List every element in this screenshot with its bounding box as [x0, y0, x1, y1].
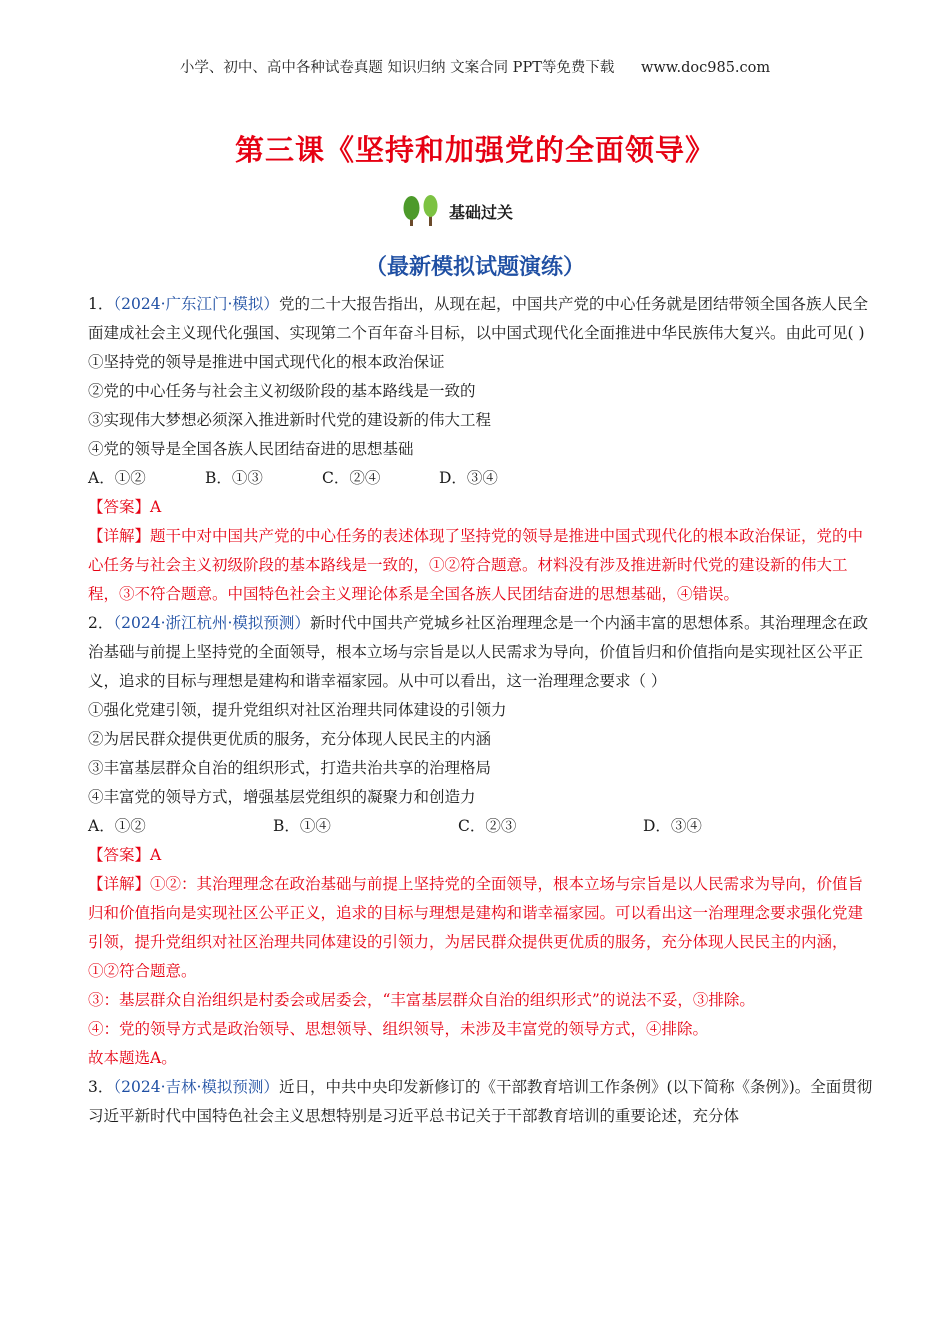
q3-stem: 3．（2024·吉林·模拟预测）近日，中共中央印发新修订的《干部教育培训工作条例》(以下简称《条例》)。全面贯彻习近平新时代中国特色社会主义思想特别是习近平总书记关于干部教育培训的重要论述，充分体 — [88, 1078, 873, 1125]
page-title: 第三课《坚持和加强党的全面领导》 — [234, 133, 715, 167]
q1-item: ③实现伟大梦想必须深入推进新时代党的建设新的伟大工程 — [88, 411, 492, 429]
q2-stem: 2．（2024·浙江杭州·模拟预测）新时代中国共产党城乡社区治理理念是一个内涵丰富的思想体系。其治理理念在政治基础与前提上坚持党的全面领导，根本立场与宗旨是以人民需求为导向，价值旨归和价值指向是实现社区公平正义，追求的目标与理想是建构和谐幸福家园。从中可以看出，这一治理理念要求（ ） — [88, 614, 868, 690]
q1-analysis: 【详解】题干中对中国共产党的中心任务的表述体现了坚持党的领导是推进中国式现代化的根本政治保证，党的中心任务与社会主义初级阶段的基本路线是一致的，①②符合题意。材料没有涉及推进新时代党的建设新的伟大工程，③不符合题意。中国特色社会主义理论体系是全国各族人民团结奋进的思想基础，④错误。 — [88, 527, 864, 603]
q1-option: A．①② — [88, 469, 146, 487]
q2-item: ③丰富基层群众自治的组织形式，打造共治共享的治理格局 — [88, 759, 492, 777]
q2-option: C．②③ — [458, 817, 517, 835]
q2-item: ②为居民群众提供更优质的服务，充分体现人民民主的内涵 — [88, 730, 492, 748]
tree-icon — [398, 194, 448, 228]
badge-label: 基础过关 — [449, 203, 514, 222]
q1-options — [88, 464, 878, 493]
q1-item: ④党的领导是全国各族人民团结奋进的思想基础 — [88, 440, 414, 458]
q1-answer: 【答案】A — [88, 498, 162, 516]
section-subtitle: （最新模拟试题演练） — [364, 254, 585, 280]
q2-answer: 【答案】A — [88, 846, 162, 864]
q1-option: B．①③ — [205, 469, 263, 487]
question-content — [88, 290, 878, 1131]
q1-item: ①坚持党的领导是推进中国式现代化的根本政治保证 — [88, 353, 445, 371]
q1-option: D．③④ — [439, 469, 498, 487]
q2-analysis: 【详解】①②：其治理理念在政治基础与前提上坚持党的全面领导，根本立场与宗旨是以人民需求为导向，价值旨归和价值指向是实现社区公平正义，追求的目标与理想是建构和谐幸福家园。可以看出这一治理理念要求强化党建引领，提升党组织对社区治理共同体建设的引领力，为居民群众提供更优质的服务，充分体现人民民主的内涵，①②符合题意。 — [88, 875, 864, 980]
q2-analysis: 故本题选A。 — [88, 1049, 177, 1067]
q2-options — [88, 812, 878, 841]
q2-option: B．①④ — [273, 817, 331, 835]
q2-item: ④丰富党的领导方式，增强基层党组织的凝聚力和创造力 — [88, 788, 476, 806]
header-site[interactable]: www.doc985.com — [640, 60, 771, 76]
q2-analysis: ③：基层群众自治组织是村委会或居委会，“丰富基层群众自治的组织形式”的说法不妥，③排除。 — [88, 991, 755, 1009]
q2-analysis: ④：党的领导方式是政治领导、思想领导、组织领导，未涉及丰富党的领导方式，④排除。 — [88, 1020, 709, 1038]
page-header — [0, 56, 950, 77]
q2-option: D．③④ — [643, 817, 702, 835]
header-text: 小学、初中、高中各种试卷真题 知识归纳 文案合同 PPT等免费下载 — [179, 60, 615, 76]
q1-item: ②党的中心任务与社会主义初级阶段的基本路线是一致的 — [88, 382, 476, 400]
section-badge — [398, 194, 533, 228]
q1-stem: 1．（2024·广东江门·模拟）党的二十大报告指出，从现在起，中国共产党的中心任务就是团结带领全国各族人民全面建成社会主义现代化强国、实现第二个百年奋斗目标，以中国式现代化全面推进中华民族伟大复兴。由此可见( ) — [88, 295, 868, 342]
q2-item: ①强化党建引领，提升党组织对社区治理共同体建设的引领力 — [88, 701, 507, 719]
q2-option: A．①② — [88, 817, 146, 835]
q1-option: C．②④ — [322, 469, 381, 487]
